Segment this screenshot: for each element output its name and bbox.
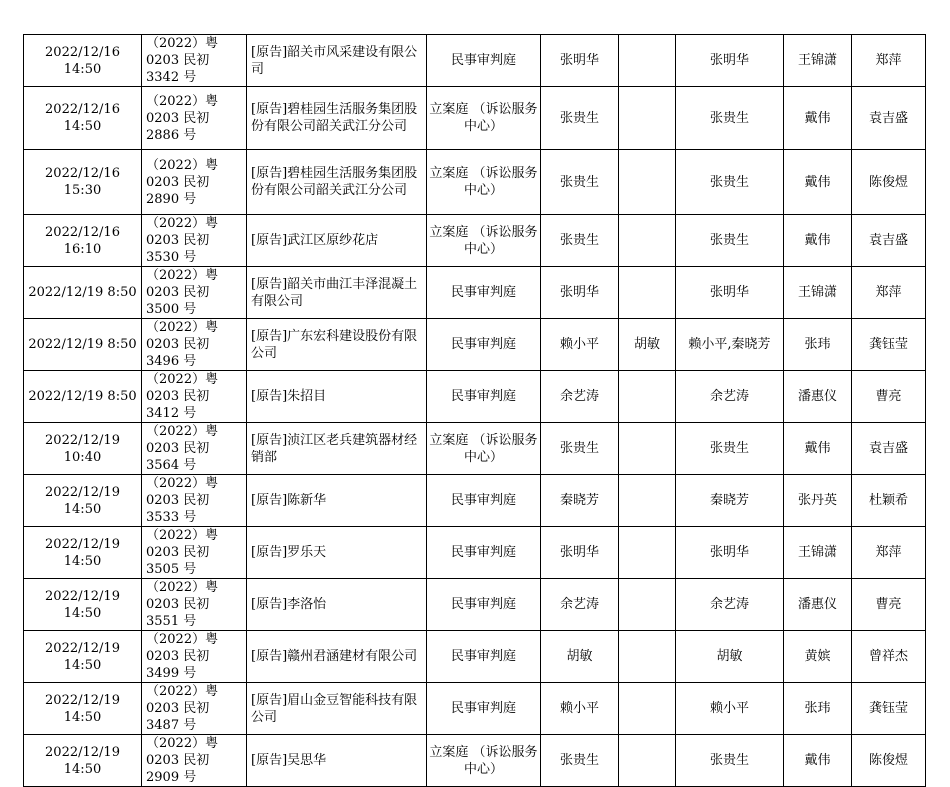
table-row [24, 423, 926, 475]
party-cell: [原告]朱招目 [247, 371, 427, 423]
co-judge-cell [619, 87, 676, 150]
tribunal-cell: 民事审判庭 [427, 527, 541, 579]
clerk-cell: 戴伟 [784, 423, 852, 475]
case-number-cell: （2022）粤 0203 民初 3412 号 [142, 371, 247, 423]
assistant-cell: 郑萍 [852, 35, 926, 87]
time-cell: 2022/12/19 14:50 [24, 527, 142, 579]
clerk-cell: 张玮 [784, 683, 852, 735]
party-cell: [原告]浈江区老兵建筑器材经销部 [247, 423, 427, 475]
time-cell: 2022/12/19 14:50 [24, 579, 142, 631]
co-judge-cell [619, 215, 676, 267]
table-row [24, 735, 926, 787]
presiding-judge-cell: 张贵生 [541, 150, 619, 215]
assistant-cell: 曾祥杰 [852, 631, 926, 683]
tribunal-cell: 民事审判庭 [427, 319, 541, 371]
table-row [24, 631, 926, 683]
panel-members-cell: 余艺涛 [676, 579, 784, 631]
co-judge-cell: 胡敏 [619, 319, 676, 371]
assistant-cell: 郑萍 [852, 267, 926, 319]
co-judge-cell [619, 475, 676, 527]
tribunal-cell: 立案庭 （诉讼服务中心） [427, 423, 541, 475]
table-row [24, 579, 926, 631]
co-judge-cell [619, 683, 676, 735]
time-cell: 2022/12/16 16:10 [24, 215, 142, 267]
tribunal-cell: 民事审判庭 [427, 371, 541, 423]
panel-members-cell: 张贵生 [676, 735, 784, 787]
case-number-cell: （2022）粤 0203 民初 2886 号 [142, 87, 247, 150]
clerk-cell: 潘惠仪 [784, 579, 852, 631]
case-number-cell: （2022）粤 0203 民初 2909 号 [142, 735, 247, 787]
tribunal-cell: 民事审判庭 [427, 35, 541, 87]
presiding-judge-cell: 张贵生 [541, 735, 619, 787]
presiding-judge-cell: 张明华 [541, 35, 619, 87]
presiding-judge-cell: 张明华 [541, 267, 619, 319]
assistant-cell: 龚钰莹 [852, 683, 926, 735]
clerk-cell: 张玮 [784, 319, 852, 371]
tribunal-cell: 立案庭 （诉讼服务中心） [427, 735, 541, 787]
presiding-judge-cell: 张贵生 [541, 87, 619, 150]
table-body [24, 35, 926, 787]
co-judge-cell [619, 35, 676, 87]
case-number-cell: （2022）粤 0203 民初 3342 号 [142, 35, 247, 87]
panel-members-cell: 张贵生 [676, 423, 784, 475]
panel-members-cell: 秦晓芳 [676, 475, 784, 527]
tribunal-cell: 立案庭 （诉讼服务中心） [427, 150, 541, 215]
assistant-cell: 龚钰莹 [852, 319, 926, 371]
panel-members-cell: 胡敏 [676, 631, 784, 683]
party-cell: [原告]碧桂园生活服务集团股份有限公司韶关武江分公司 [247, 150, 427, 215]
clerk-cell: 潘惠仪 [784, 371, 852, 423]
presiding-judge-cell: 张贵生 [541, 215, 619, 267]
time-cell: 2022/12/16 15:30 [24, 150, 142, 215]
clerk-cell: 黄嫔 [784, 631, 852, 683]
table-row [24, 87, 926, 150]
table-row [24, 319, 926, 371]
presiding-judge-cell: 赖小平 [541, 683, 619, 735]
party-cell: [原告]吴思华 [247, 735, 427, 787]
table-row [24, 683, 926, 735]
co-judge-cell [619, 631, 676, 683]
clerk-cell: 戴伟 [784, 215, 852, 267]
assistant-cell: 曹亮 [852, 579, 926, 631]
clerk-cell: 戴伟 [784, 87, 852, 150]
clerk-cell: 张丹英 [784, 475, 852, 527]
table-row [24, 371, 926, 423]
tribunal-cell: 立案庭 （诉讼服务中心） [427, 87, 541, 150]
co-judge-cell [619, 579, 676, 631]
time-cell: 2022/12/19 14:50 [24, 735, 142, 787]
case-number-cell: （2022）粤 0203 民初 3505 号 [142, 527, 247, 579]
party-cell: [原告]眉山金豆智能科技有限公司 [247, 683, 427, 735]
presiding-judge-cell: 胡敏 [541, 631, 619, 683]
time-cell: 2022/12/19 14:50 [24, 475, 142, 527]
co-judge-cell [619, 267, 676, 319]
time-cell: 2022/12/19 10:40 [24, 423, 142, 475]
panel-members-cell: 赖小平,秦晓芳 [676, 319, 784, 371]
co-judge-cell [619, 150, 676, 215]
tribunal-cell: 民事审判庭 [427, 631, 541, 683]
assistant-cell: 陈俊煜 [852, 150, 926, 215]
clerk-cell: 王锦潇 [784, 527, 852, 579]
presiding-judge-cell: 余艺涛 [541, 579, 619, 631]
assistant-cell: 袁吉盛 [852, 87, 926, 150]
co-judge-cell [619, 527, 676, 579]
party-cell: [原告]广东宏科建设股份有限公司 [247, 319, 427, 371]
panel-members-cell: 张明华 [676, 267, 784, 319]
party-cell: [原告]韶关市曲江丰泽混凝土有限公司 [247, 267, 427, 319]
time-cell: 2022/12/16 14:50 [24, 87, 142, 150]
case-number-cell: （2022）粤 0203 民初 2890 号 [142, 150, 247, 215]
clerk-cell: 戴伟 [784, 735, 852, 787]
assistant-cell: 陈俊煜 [852, 735, 926, 787]
panel-members-cell: 张贵生 [676, 150, 784, 215]
tribunal-cell: 立案庭 （诉讼服务中心） [427, 215, 541, 267]
hearing-schedule-table [23, 34, 926, 787]
panel-members-cell: 张明华 [676, 35, 784, 87]
co-judge-cell [619, 371, 676, 423]
party-cell: [原告]碧桂园生活服务集团股份有限公司韶关武江分公司 [247, 87, 427, 150]
clerk-cell: 戴伟 [784, 150, 852, 215]
time-cell: 2022/12/19 8:50 [24, 319, 142, 371]
presiding-judge-cell: 秦晓芳 [541, 475, 619, 527]
tribunal-cell: 民事审判庭 [427, 683, 541, 735]
clerk-cell: 王锦潇 [784, 267, 852, 319]
table-row [24, 475, 926, 527]
assistant-cell: 袁吉盛 [852, 423, 926, 475]
party-cell: [原告]陈新华 [247, 475, 427, 527]
case-number-cell: （2022）粤 0203 民初 3564 号 [142, 423, 247, 475]
presiding-judge-cell: 张贵生 [541, 423, 619, 475]
party-cell: [原告]武江区原纱花店 [247, 215, 427, 267]
time-cell: 2022/12/19 8:50 [24, 267, 142, 319]
tribunal-cell: 民事审判庭 [427, 267, 541, 319]
tribunal-cell: 民事审判庭 [427, 475, 541, 527]
table-row [24, 215, 926, 267]
panel-members-cell: 张贵生 [676, 87, 784, 150]
clerk-cell: 王锦潇 [784, 35, 852, 87]
time-cell: 2022/12/16 14:50 [24, 35, 142, 87]
panel-members-cell: 张明华 [676, 527, 784, 579]
presiding-judge-cell: 余艺涛 [541, 371, 619, 423]
case-number-cell: （2022）粤 0203 民初 3487 号 [142, 683, 247, 735]
table-row [24, 527, 926, 579]
co-judge-cell [619, 423, 676, 475]
panel-members-cell: 张贵生 [676, 215, 784, 267]
table-row [24, 35, 926, 87]
time-cell: 2022/12/19 8:50 [24, 371, 142, 423]
co-judge-cell [619, 735, 676, 787]
case-number-cell: （2022）粤 0203 民初 3551 号 [142, 579, 247, 631]
assistant-cell: 曹亮 [852, 371, 926, 423]
table-row [24, 150, 926, 215]
presiding-judge-cell: 张明华 [541, 527, 619, 579]
time-cell: 2022/12/19 14:50 [24, 683, 142, 735]
party-cell: [原告]韶关市风采建设有限公司 [247, 35, 427, 87]
case-number-cell: （2022）粤 0203 民初 3500 号 [142, 267, 247, 319]
case-number-cell: （2022）粤 0203 民初 3530 号 [142, 215, 247, 267]
case-number-cell: （2022）粤 0203 民初 3499 号 [142, 631, 247, 683]
assistant-cell: 杜颖希 [852, 475, 926, 527]
time-cell: 2022/12/19 14:50 [24, 631, 142, 683]
panel-members-cell: 赖小平 [676, 683, 784, 735]
tribunal-cell: 民事审判庭 [427, 579, 541, 631]
party-cell: [原告]李洛怡 [247, 579, 427, 631]
panel-members-cell: 余艺涛 [676, 371, 784, 423]
assistant-cell: 郑萍 [852, 527, 926, 579]
party-cell: [原告]赣州君涵建材有限公司 [247, 631, 427, 683]
party-cell: [原告]罗乐天 [247, 527, 427, 579]
table-row [24, 267, 926, 319]
presiding-judge-cell: 赖小平 [541, 319, 619, 371]
case-number-cell: （2022）粤 0203 民初 3533 号 [142, 475, 247, 527]
case-number-cell: （2022）粤 0203 民初 3496 号 [142, 319, 247, 371]
assistant-cell: 袁吉盛 [852, 215, 926, 267]
